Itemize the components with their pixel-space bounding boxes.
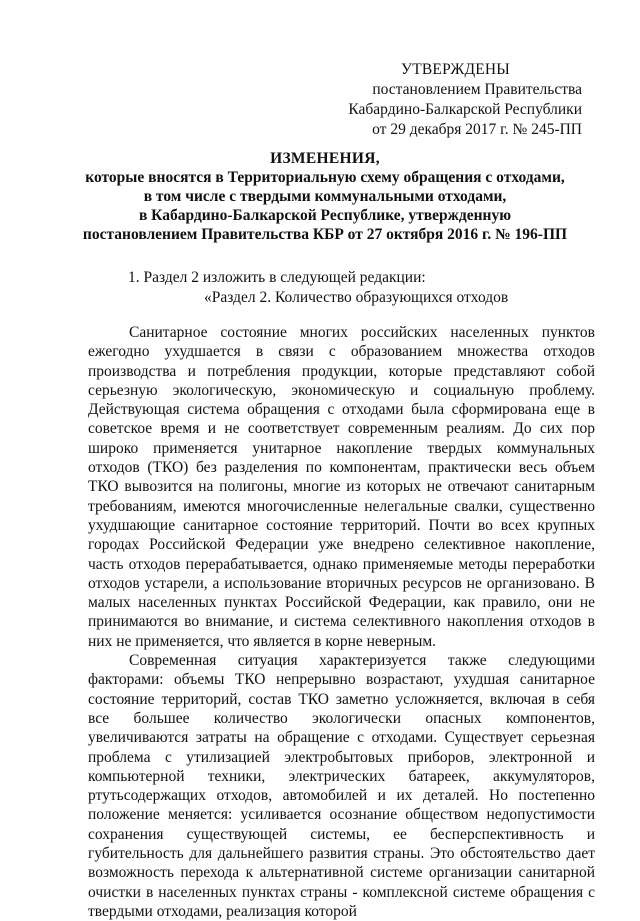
approval-block bbox=[322, 60, 582, 140]
section-heading: «Раздел 2. Количество образующихся отходов bbox=[204, 289, 509, 306]
list-item-1: 1. Раздел 2 изложить в следующей редакции: bbox=[128, 269, 426, 286]
title-line-4: постановлением Правительства КБР от 27 октября 2016 г. № 196-ПП bbox=[82, 226, 568, 243]
paragraph-2: Современная ситуация характеризуется также следующими факторами: объемы ТКО непрерывно возрастают, ухудшая санитарное состояние территорий, состав ТКО заметно усложняется, включая в себя все большее количество экологически опасных компонентов, увеличиваются затраты на обращение с отходами. Существует серьезная проблема с утилизацией электробытовых приборов, электронной и компьютерной техники, электрических батареек, аккумуляторов, ртутьсодержащих отходов, автомобилей и их деталей. Но постепенно положение меняется: усиливается осознание обществом недопустимости сохранения существующей системы, ее бесперспективность и губительность для дальнейшего развития страны. Это обстоятельство дает возможность перехода к альтернативной системе организации санитарной очистки в населенных пунктах страны - комплексной системе обращения с твердыми отходами, реализация которой bbox=[88, 652, 595, 920]
title-line-2: в том числе с твердыми коммунальными отходами, bbox=[143, 188, 507, 205]
paragraph-1: Санитарное состояние многих российских населенных пунктов ежегодно ухудшается в связи с образованием множества отходов производства и потребления продукции, которые представляют собой серьезную экологическую, экономическую и социальную проблему. Действующая система обращения с отходами была сформирована еще в советское время и не соответствует современным реалиям. До сих пор широко применяется унитарное накопление твердых коммунальных отходов (ТКО) без разделения по компонентам, практически весь объем ТКО вывозится на полигоны, многие из которых не отвечают санитарным требованиям, имеются многочисленные нелегальные свалки, существенно ухудшающие санитарное состояние территорий. Почти во всех крупных городах Российской Федерации уже внедрено селективное накопление, часть отходов перерабатывается, однако применяемые методы переработки отходов устарели, а использование вторичных ресурсов не организовано. В малых населенных пунктах Российской Федерации, как правило, они не принимаются во внимание, и система селективного накопления отходов в них не применяется, что является в корне неверным. bbox=[88, 324, 595, 650]
title-line-3: в Кабардино-Балкарской Республике, утвержденную bbox=[138, 207, 512, 224]
title-main: ИЗМЕНЕНИЯ, bbox=[270, 150, 380, 167]
body-text bbox=[88, 323, 595, 921]
approval-line-2: Кабардино-Балкарской Республики bbox=[348, 101, 582, 118]
document-title bbox=[60, 149, 590, 244]
approval-line-1: постановлением Правительства bbox=[372, 81, 582, 98]
approval-heading: УТВЕРЖДЕНЫ bbox=[401, 61, 510, 78]
title-line-1: которые вносятся в Территориальную схему обращения с отходами, bbox=[85, 169, 565, 186]
approval-line-3: от 29 декабря 2017 г. № 245-ПП bbox=[372, 121, 582, 138]
